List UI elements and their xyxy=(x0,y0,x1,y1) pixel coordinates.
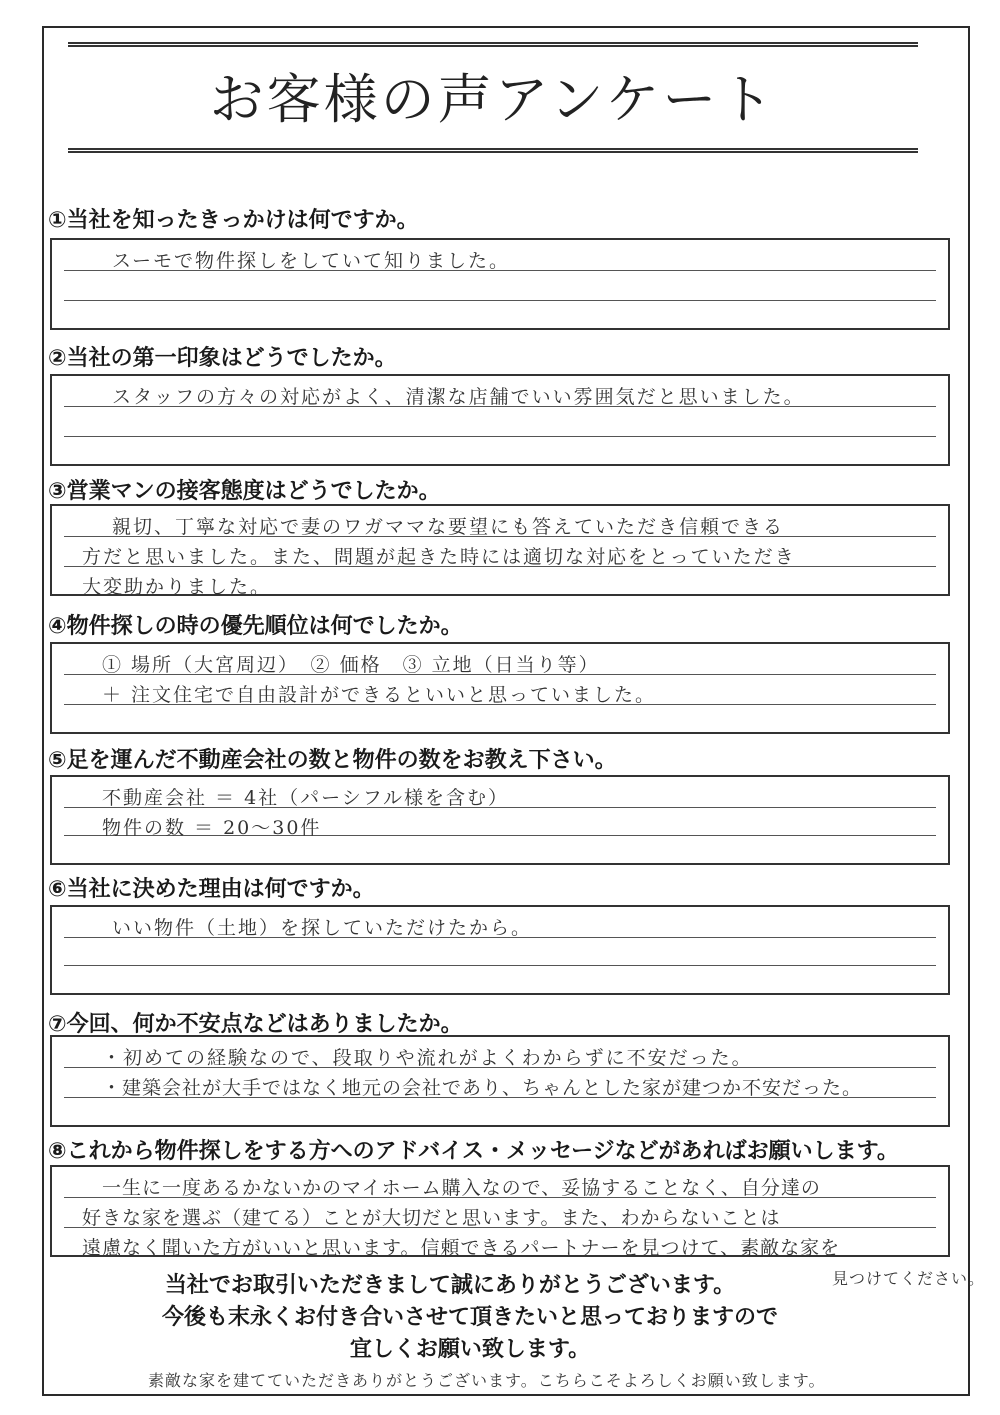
title-rule-bottom xyxy=(68,148,918,153)
answer-3-line-2: 方だと思いました。また、問題が起きた時には適切な対応をとっていただき xyxy=(82,546,796,568)
answer-8-line-2: 好きな家を選ぶ（建てる）ことが大切だと思います。また、わからないことは xyxy=(82,1207,781,1229)
answer-4-line-2: ＋ 注文住宅で自由設計ができるといいと思っていました。 xyxy=(102,684,657,706)
closing-line-3: 宜しくお願い致します。 xyxy=(349,1337,591,1362)
question-4-label: ④物件探しの時の優先順位は何でしたか。 xyxy=(48,614,463,639)
question-6-label: ⑥当社に決めた理由は何ですか。 xyxy=(48,877,375,902)
answer-8-line-3: 遠慮なく聞いた方がいいと思います。信頼できるパートナーを見つけて、素敵な家を xyxy=(82,1237,841,1259)
answer-4-line-1: ① 場所（大宮周辺） ② 価格 ③ 立地（日当り等） xyxy=(102,654,600,676)
answer-6-line-1: いい物件（土地）を探していただけたから。 xyxy=(112,917,533,939)
answer-3-line-1: 親切、丁寧な対応で妻のワガママな要望にも答えていただき信頼できる xyxy=(112,516,785,538)
answer-5-line-2: 物件の数 ＝ 20～30件 xyxy=(102,817,322,839)
title-block xyxy=(68,42,918,156)
closing-line-1: 当社でお取引いただきまして誠にありがとうございます。 xyxy=(164,1273,736,1298)
answer-3-line-3: 大変助かりました。 xyxy=(82,576,272,598)
customer-reply: 素敵な家を建てていただきありがとうございます。こちらこそよろしくお願い致します。 xyxy=(148,1371,826,1390)
answer-2-line-1: スタッフの方々の対応がよく、清潔な店舗でいい雰囲気だと思いました。 xyxy=(112,386,805,408)
answer-8-line-1: 一生に一度あるかないかのマイホーム購入なので、妥協することなく、自分達の xyxy=(102,1177,821,1199)
answer-box-2 xyxy=(50,374,950,466)
answer-7-line-1: ・初めての経験なので、段取りや流れがよくわからずに不安だった。 xyxy=(102,1047,753,1069)
answer-box-4 xyxy=(50,642,950,734)
answer-box-7 xyxy=(50,1035,950,1127)
answer-1-line-1: スーモで物件探しをしていて知りました。 xyxy=(112,250,511,272)
ruled-line xyxy=(64,300,936,301)
answer-box-5 xyxy=(50,775,950,865)
closing-line-2: 今後も末永くお付き合いさせて頂きたいと思っておりますので xyxy=(161,1305,778,1330)
answer-8-line-4: 見つけてください。 xyxy=(832,1269,986,1288)
question-8-label: ⑧これから物件探しをする方へのアドバイス・メッセージなどがあればお願いします。 xyxy=(48,1139,899,1164)
answer-box-1 xyxy=(50,238,950,330)
title-rule-top xyxy=(68,42,918,47)
question-3-label: ③営業マンの接客態度はどうでしたか。 xyxy=(48,479,441,504)
page-title: お客様の声アンケート xyxy=(209,68,777,131)
question-5-label: ⑤足を運んだ不動産会社の数と物件の数をお教え下さい。 xyxy=(48,748,617,773)
question-7-label: ⑦今回、何か不安点などはありましたか。 xyxy=(48,1012,463,1037)
answer-box-6 xyxy=(50,905,950,995)
answer-box-3 xyxy=(50,504,950,596)
answer-7-line-2: ・建築会社が大手ではなく地元の会社であり、ちゃんとした家が建つか不安だった。 xyxy=(102,1077,863,1099)
answer-box-8 xyxy=(50,1165,950,1257)
question-1-label: ①当社を知ったきっかけは何ですか。 xyxy=(48,208,419,233)
answer-5-line-1: 不動産会社 ＝ 4社（パーシフル様を含む） xyxy=(102,787,510,809)
question-2-label: ②当社の第一印象はどうでしたか。 xyxy=(48,346,397,371)
ruled-line xyxy=(64,965,936,966)
ruled-line xyxy=(64,436,936,437)
